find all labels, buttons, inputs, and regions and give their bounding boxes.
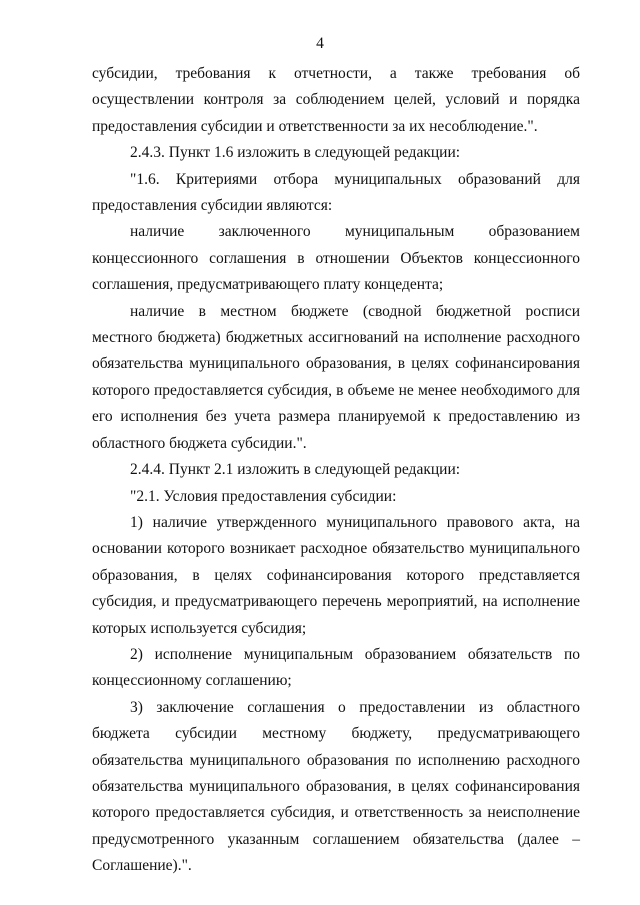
paragraph: "1.6. Критериями отбора муниципальных образований для предоставления субсидии являются: (92, 170, 580, 215)
paragraph: наличие заключенного муниципальным образованием концессионного соглашения в отношении Объектов концессионного соглашения, предусматривающего плату концедента; (92, 223, 580, 294)
paragraph: "2.1. Условия предоставления субсидии: (130, 487, 397, 505)
paragraph: 1) наличие утвержденного муниципального правового акта, на основании которого возникает расходное обязательство муниципального образования, в целях софинансирования которого представляется субсидия, и предусматривающего перечень мероприятий, на исполнение которых используется субсидия; (92, 513, 580, 637)
paragraph: наличие в местном бюджете (сводной бюджетной росписи местного бюджета) бюджетных ассигнований на исполнение расходного обязательства муниципального образования, в целях софинансирования которого предоставляется субсидия, в объеме не менее необходимого для его исполнения без учета размера планируемой к предоставлению из областного бюджета субсидии.". (92, 302, 580, 452)
paragraph: 2) исполнение муниципальным образованием обязательств по концессионному соглашению; (92, 645, 580, 690)
paragraph: 2.4.4. Пункт 2.1 изложить в следующей редакции: (130, 461, 461, 479)
paragraph: 3) заключение соглашения о предоставлении из областного бюджета субсидии местному бюджету, предусматривающего обязательства муниципального образования по исполнению расходного обязательства муниципального образования, в целях софинансирования которого предоставляется субсидия, и ответственность за неисполнение предусмотренного указанным соглашением обязательства (далее – Соглашение).". (92, 698, 580, 875)
paragraph: субсидии, требования к отчетности, а также требования об осуществлении контроля за соблюдением целей, условий и порядка предоставления субсидии и ответственности за их несоблюдение.". (92, 65, 580, 135)
page-number: 4 (316, 35, 324, 52)
paragraph: 2.4.3. Пункт 1.6 изложить в следующей редакции: (130, 144, 461, 162)
document-body (92, 61, 580, 880)
